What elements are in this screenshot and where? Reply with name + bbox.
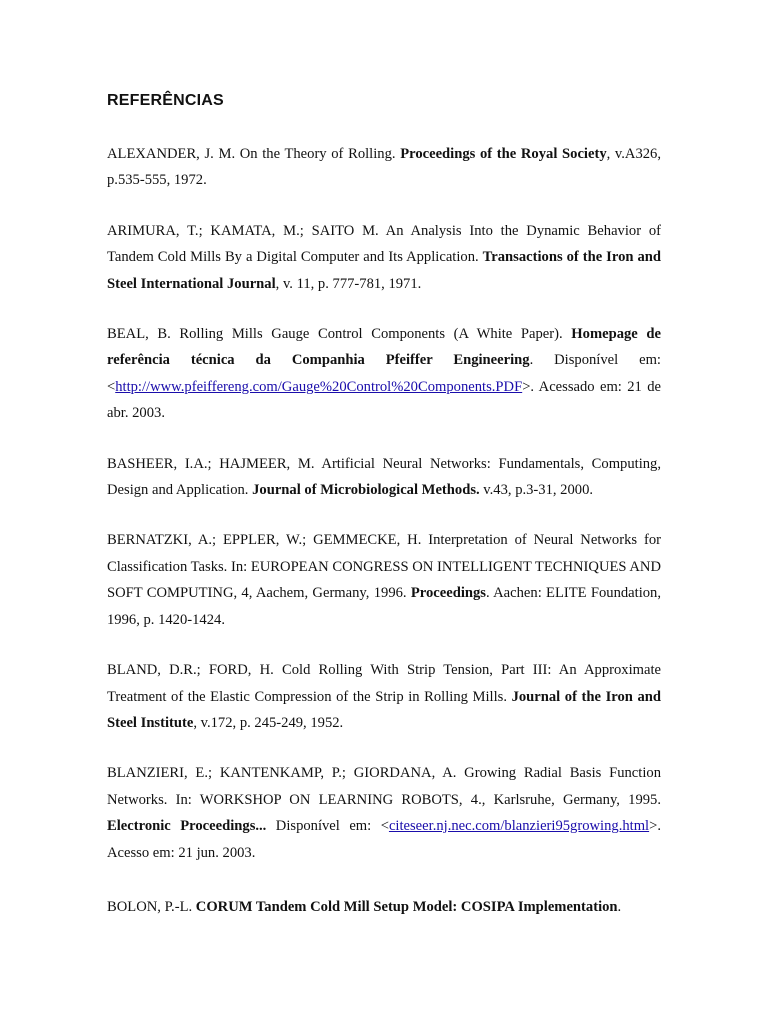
reference-entry <box>107 894 661 920</box>
reference-link[interactable]: citeseer.nj.nec.com/blanzieri95growing.html <box>388 818 650 835</box>
reference-list-continued <box>107 894 661 944</box>
reference-text: BLAND, D.R.; FORD, H. Cold Rolling With Strip Tension, Part III: An Approximate Treatment of the Elastic Compression of the Strip in Rolling Mills. <box>107 662 661 705</box>
reference-text: BERNATZKI, A.; EPPLER, W.; GEMMECKE, H. Interpretation of Neural Networks for Classification Tasks. In: EUROPEAN CONGRESS ON INTELLIGENT TECHNIQUES AND SOFT COMPUTING, 4, Aachem, Germany, 1996. <box>107 532 661 602</box>
reference-details: Disponível em: < <box>266 818 389 835</box>
reference-entry <box>107 451 661 504</box>
reference-details: . Aachen: ELITE Foundation, 1996, p. 1420-1424. <box>107 585 661 628</box>
reference-text: BEAL, B. Rolling Mills Gauge Control Components (A White Paper). <box>107 326 572 343</box>
reference-source: Proceedings <box>410 585 486 602</box>
reference-entry <box>107 218 661 297</box>
reference-link[interactable]: http://www.pfeiffereng.com/Gauge%20Control%20Components.PDF <box>115 378 523 395</box>
reference-text: ALEXANDER, J. M. On the Theory of Rolling. <box>107 146 401 162</box>
reference-details: , v.172, p. 245-249, 1952. <box>193 714 344 731</box>
reference-text: BOLON, P.-L. <box>107 899 196 915</box>
reference-entry <box>107 527 661 633</box>
reference-source: CORUM Tandem Cold Mill Setup Model: COSIPA Implementation <box>195 899 618 915</box>
reference-details: . Disponível em: < <box>107 352 661 395</box>
reference-details: , v. 11, p. 777-781, 1971. <box>275 275 422 292</box>
reference-access-date: >. Acessado em: 21 de abr. 2003. <box>107 378 661 422</box>
reference-details: . <box>617 899 622 915</box>
reference-entry <box>107 657 661 736</box>
reference-source: Electronic Proceedings... <box>107 818 267 835</box>
reference-text: BASHEER, I.A.; HAJMEER, M. Artificial Neural Networks: Fundamentals, Computing, Design and Application. <box>107 455 661 499</box>
reference-entry <box>107 321 661 427</box>
reference-source: Proceedings of the Royal Society <box>400 146 607 162</box>
reference-text: BLANZIERI, E.; KANTENKAMP, P.; GIORDANA, A. Growing Radial Basis Function Networks. In: WORKSHOP ON LEARNING ROBOTS, 4., Karlsruhe, Germany, 1995. <box>107 765 661 808</box>
reference-access-date: >. Acesso em: 21 jun. 2003. <box>107 818 661 861</box>
reference-source: Homepage de referência técnica da Companhia Pfeiffer Engineering <box>107 326 661 369</box>
reference-source: Journal of Microbiological Methods. <box>252 482 480 499</box>
section-heading: REFERÊNCIAS <box>107 92 224 109</box>
reference-list <box>107 141 661 890</box>
reference-source: Journal of the Iron and Steel Institute <box>107 688 661 731</box>
reference-entry <box>107 760 661 866</box>
reference-entry <box>107 141 661 194</box>
reference-source: Transactions of the Iron and Steel International Journal <box>107 249 661 292</box>
reference-details: v.43, p.3-31, 2000. <box>479 482 594 499</box>
reference-text: ARIMURA, T.; KAMATA, M.; SAITO M. An Analysis Into the Dynamic Behavior of Tandem Cold Mills By a Digital Computer and Its Application. <box>107 222 661 266</box>
reference-details: , v.A326, p.535-555, 1972. <box>107 146 662 189</box>
